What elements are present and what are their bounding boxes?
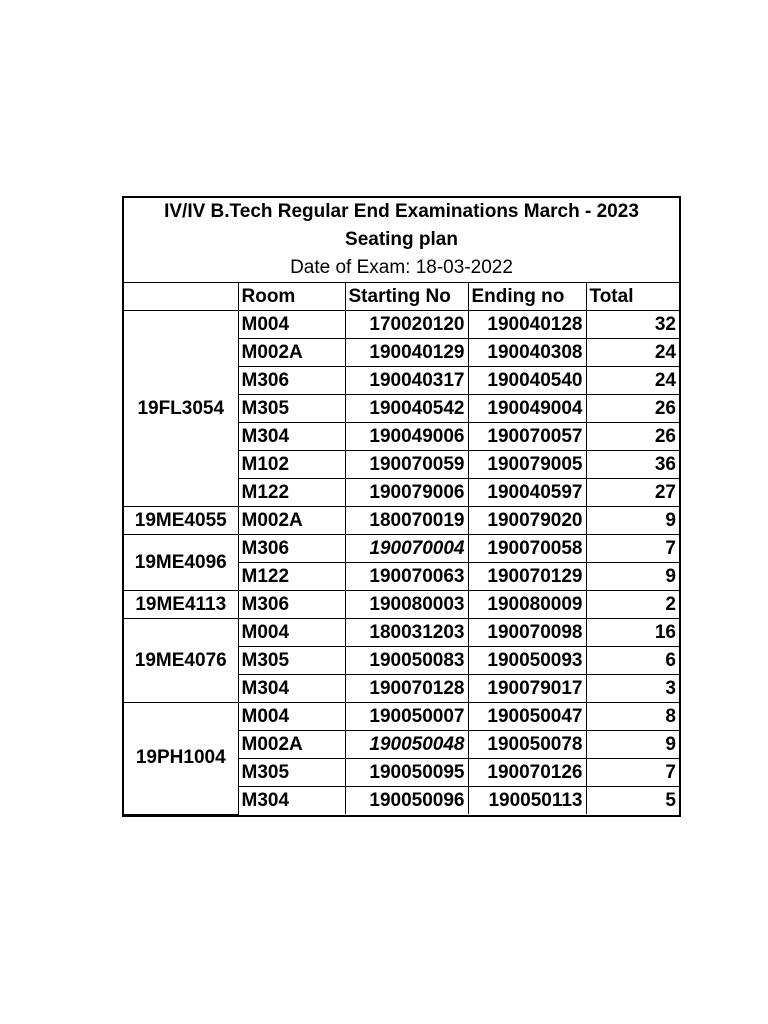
column-header-total: Total <box>586 283 679 311</box>
ending-no-cell: 190040308 <box>468 339 586 367</box>
total-cell: 8 <box>586 703 679 731</box>
column-header-ending-no: Ending no <box>468 283 586 311</box>
plan-subtitle: Seating plan <box>345 229 458 250</box>
table-header-row <box>124 283 679 311</box>
table-row <box>124 619 679 647</box>
ending-no-cell: 190050078 <box>468 731 586 759</box>
seating-table-body <box>124 311 679 815</box>
starting-no-cell: 190050007 <box>345 703 468 731</box>
ending-no-cell: 190070058 <box>468 535 586 563</box>
column-header-room: Room <box>238 283 345 311</box>
total-cell: 24 <box>586 367 679 395</box>
room-cell: M305 <box>238 647 345 675</box>
room-cell: M122 <box>238 563 345 591</box>
subject-code-cell: 19ME4096 <box>124 535 238 591</box>
starting-no-cell: 190050095 <box>345 759 468 787</box>
starting-no-cell: 180031203 <box>345 619 468 647</box>
exam-title: IV/IV B.Tech Regular End Examinations March - 2023 <box>164 201 639 222</box>
starting-no-cell: 190050096 <box>345 787 468 815</box>
ending-no-cell: 190050093 <box>468 647 586 675</box>
ending-no-cell: 190079005 <box>468 451 586 479</box>
starting-no-cell: 190070063 <box>345 563 468 591</box>
room-cell: M002A <box>238 731 345 759</box>
table-row <box>124 507 679 535</box>
starting-no-cell: 170020120 <box>345 311 468 339</box>
ending-no-cell: 190040128 <box>468 311 586 339</box>
starting-no-cell: 190050083 <box>345 647 468 675</box>
ending-no-cell: 190070098 <box>468 619 586 647</box>
ending-no-cell: 190040597 <box>468 479 586 507</box>
total-cell: 26 <box>586 423 679 451</box>
ending-no-cell: 190079017 <box>468 675 586 703</box>
room-cell: M305 <box>238 759 345 787</box>
ending-no-cell: 190070057 <box>468 423 586 451</box>
total-cell: 16 <box>586 619 679 647</box>
total-cell: 7 <box>586 535 679 563</box>
starting-no-cell: 190040317 <box>345 367 468 395</box>
ending-no-cell: 190079020 <box>468 507 586 535</box>
ending-no-cell: 190080009 <box>468 591 586 619</box>
column-header-subject <box>124 283 238 311</box>
starting-no-cell: 190070004 <box>345 535 468 563</box>
room-cell: M102 <box>238 451 345 479</box>
room-cell: M305 <box>238 395 345 423</box>
starting-no-cell: 190040129 <box>345 339 468 367</box>
starting-no-cell: 190050048 <box>345 731 468 759</box>
room-cell: M304 <box>238 423 345 451</box>
total-cell: 3 <box>586 675 679 703</box>
room-cell: M002A <box>238 339 345 367</box>
ending-no-cell: 190070126 <box>468 759 586 787</box>
starting-no-cell: 190070128 <box>345 675 468 703</box>
total-cell: 26 <box>586 395 679 423</box>
room-cell: M304 <box>238 675 345 703</box>
total-cell: 7 <box>586 759 679 787</box>
starting-no-cell: 190070059 <box>345 451 468 479</box>
ending-no-cell: 190040540 <box>468 367 586 395</box>
room-cell: M304 <box>238 787 345 815</box>
room-cell: M004 <box>238 703 345 731</box>
seating-table <box>124 283 679 815</box>
starting-no-cell: 190040542 <box>345 395 468 423</box>
room-cell: M004 <box>238 311 345 339</box>
exam-date: Date of Exam: 18-03-2022 <box>290 257 513 278</box>
total-cell: 9 <box>586 731 679 759</box>
room-cell: M004 <box>238 619 345 647</box>
subject-code-cell: 19ME4113 <box>124 591 238 619</box>
total-cell: 9 <box>586 507 679 535</box>
ending-no-cell: 190049004 <box>468 395 586 423</box>
column-header-starting-no: Starting No <box>345 283 468 311</box>
ending-no-cell: 190070129 <box>468 563 586 591</box>
starting-no-cell: 190049006 <box>345 423 468 451</box>
total-cell: 32 <box>586 311 679 339</box>
total-cell: 36 <box>586 451 679 479</box>
sheet-header <box>124 198 679 283</box>
table-row <box>124 591 679 619</box>
total-cell: 27 <box>586 479 679 507</box>
room-cell: M002A <box>238 507 345 535</box>
total-cell: 5 <box>586 787 679 815</box>
starting-no-cell: 180070019 <box>345 507 468 535</box>
room-cell: M306 <box>238 591 345 619</box>
subject-code-cell: 19ME4055 <box>124 507 238 535</box>
subject-code-cell: 19FL3054 <box>124 311 238 507</box>
room-cell: M306 <box>238 367 345 395</box>
starting-no-cell: 190080003 <box>345 591 468 619</box>
subject-code-cell: 19ME4076 <box>124 619 238 703</box>
seating-plan-sheet <box>122 196 681 817</box>
table-row <box>124 311 679 339</box>
starting-no-cell: 190079006 <box>345 479 468 507</box>
table-row <box>124 703 679 731</box>
room-cell: M306 <box>238 535 345 563</box>
room-cell: M122 <box>238 479 345 507</box>
ending-no-cell: 190050113 <box>468 787 586 815</box>
ending-no-cell: 190050047 <box>468 703 586 731</box>
total-cell: 2 <box>586 591 679 619</box>
subject-code-cell: 19PH1004 <box>124 703 238 815</box>
total-cell: 9 <box>586 563 679 591</box>
total-cell: 24 <box>586 339 679 367</box>
table-row <box>124 535 679 563</box>
total-cell: 6 <box>586 647 679 675</box>
